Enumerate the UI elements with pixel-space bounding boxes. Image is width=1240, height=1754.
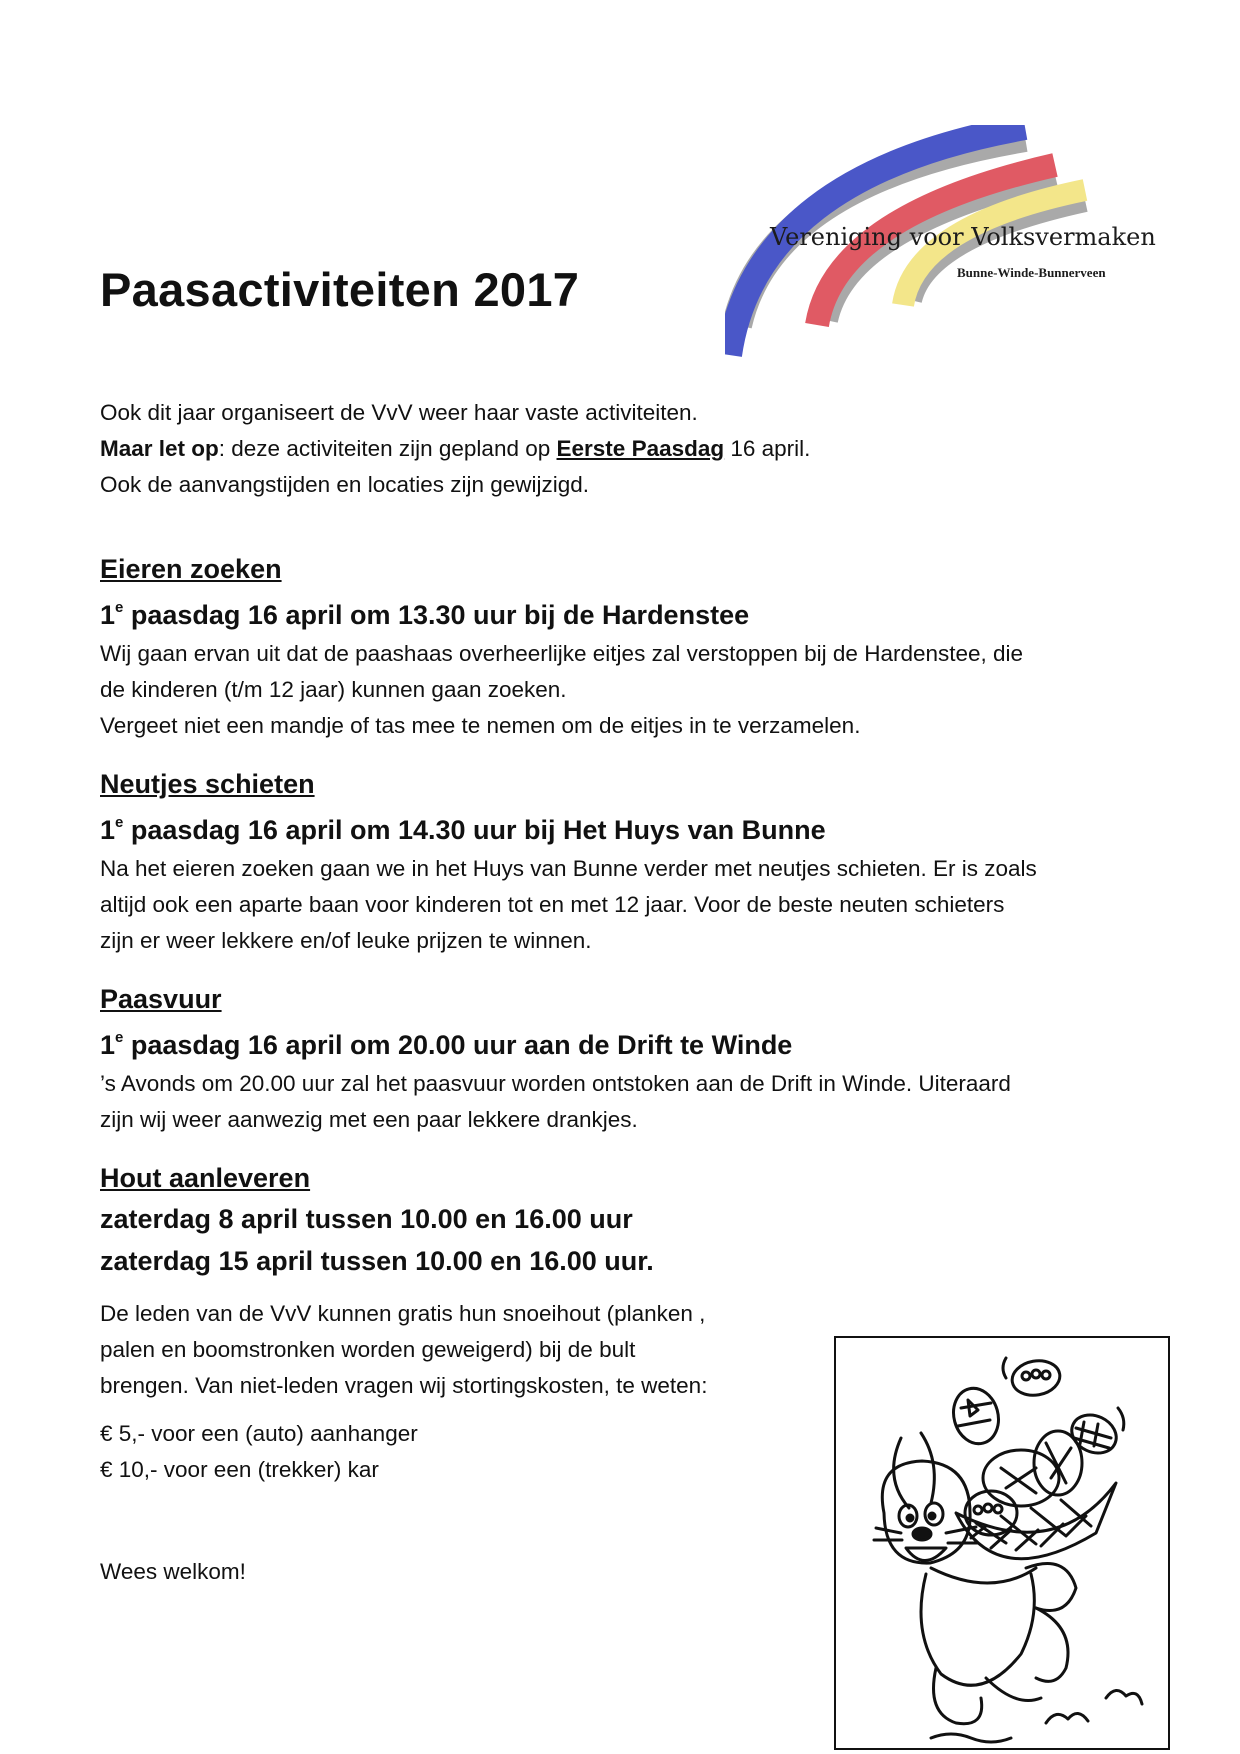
welcome-text: Wees welkom! xyxy=(100,1559,246,1584)
section-heading: Paasvuur xyxy=(100,984,222,1014)
section-line: zijn wij weer aanwezig met een paar lekkere drankjes. xyxy=(100,1107,638,1132)
easter-bunny-icon xyxy=(836,1338,1170,1750)
section-line: Na het eieren zoeken gaan we in het Huys van Bunne verder met neutjes schieten. Er is zoals xyxy=(100,856,1037,881)
section-heading: Eieren zoeken xyxy=(100,554,282,584)
intro-line xyxy=(100,431,1140,467)
section-heading: Hout aanleveren xyxy=(100,1163,311,1193)
price-item: € 5,- voor een (auto) aanhanger xyxy=(100,1421,418,1446)
intro-text: : deze activiteiten zijn gepland op xyxy=(218,436,557,461)
vvv-logo xyxy=(725,125,1165,365)
section-line: Vergeet niet een mandje of tas mee te nemen om de eitjes in te verzamelen. xyxy=(100,713,861,738)
section-heading: Neutjes schieten xyxy=(100,769,315,799)
section-date: 1e paasdag 16 april om 13.30 uur bij de Hardenstee xyxy=(100,599,750,630)
section-line: palen en boomstronken worden geweigerd) bij de bult xyxy=(100,1337,636,1362)
section-date: zaterdag 15 april tussen 10.00 en 16.00 uur. xyxy=(100,1246,654,1276)
intro-block xyxy=(100,395,1140,503)
section-date: 1e paasdag 16 april om 14.30 uur bij Het Huys van Bunne xyxy=(100,814,826,845)
logo-name: Vereniging voor Volksvermaken xyxy=(770,223,1156,251)
intro-warning: Maar let op xyxy=(100,436,219,461)
section-date: zaterdag 8 april tussen 10.00 en 16.00 uur xyxy=(100,1204,633,1234)
intro-text: 16 april. xyxy=(724,436,811,461)
section-paasvuur xyxy=(100,979,1140,1138)
price-item: € 10,- voor een (trekker) kar xyxy=(100,1457,379,1482)
intro-line: Ook dit jaar organiseert de VvV weer haar vaste activiteiten. xyxy=(100,400,698,425)
intro-highlight: Eerste Paasdag xyxy=(556,436,725,461)
section-neutjes-schieten xyxy=(100,764,1140,959)
section-line: Wij gaan ervan uit dat de paashaas overheerlijke eitjes zal verstoppen bij de Hardenstee, die xyxy=(100,641,1024,666)
section-line: de kinderen (t/m 12 jaar) kunnen gaan zoeken. xyxy=(100,677,567,702)
section-eieren-zoeken xyxy=(100,549,1140,744)
section-line: zijn er weer lekkere en/of leuke prijzen te winnen. xyxy=(100,928,592,953)
section-date: 1e paasdag 16 april om 20.00 uur aan de Drift te Winde xyxy=(100,1029,793,1060)
wood-description xyxy=(100,1296,800,1404)
section-line: ’s Avonds om 20.00 uur zal het paasvuur worden ontstoken aan de Drift in Winde. Uiteraard xyxy=(100,1071,1011,1096)
intro-line: Ook de aanvangstijden en locaties zijn gewijzigd. xyxy=(100,472,590,497)
logo-subtitle: Bunne-Winde-Bunnerveen xyxy=(957,265,1106,280)
section-line: altijd ook een aparte baan voor kinderen tot en met 12 jaar. Voor de beste neuten schieters xyxy=(100,892,1005,917)
easter-bunny-illustration xyxy=(834,1336,1170,1750)
section-line: De leden van de VvV kunnen gratis hun snoeihout (planken , xyxy=(100,1301,706,1326)
section-line: brengen. Van niet-leden vragen wij stortingskosten, te weten: xyxy=(100,1373,708,1398)
page-title: Paasactiviteiten 2017 xyxy=(100,263,580,316)
